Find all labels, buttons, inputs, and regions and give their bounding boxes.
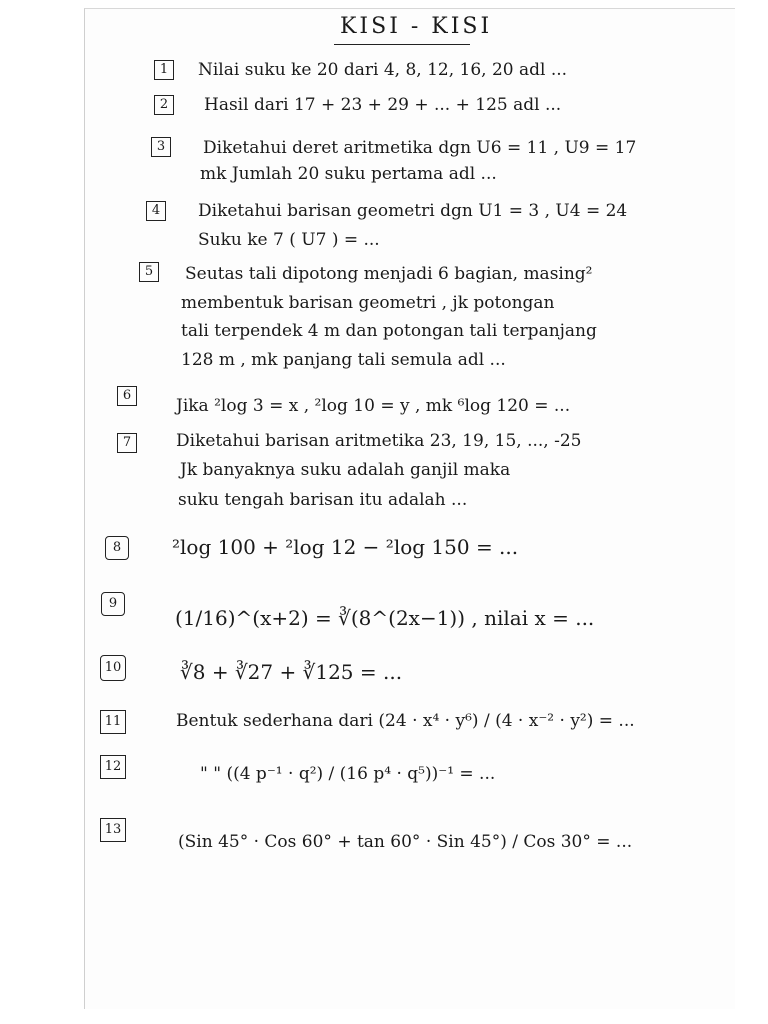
question-text: Diketahui barisan aritmetika 23, 19, 15, ..., -25 <box>176 431 582 451</box>
question-text: Diketahui barisan geometri dgn U1 = 3 , U4 = 24 <box>198 201 628 221</box>
question-text: Suku ke 7 ( U7 ) = ... <box>198 230 380 250</box>
question-text: Nilai suku ke 20 dari 4, 8, 12, 16, 20 adl ... <box>198 60 568 80</box>
question-text: ∛8 + ∛27 + ∛125 = ... <box>180 660 403 684</box>
question-text: suku tengah barisan itu adalah ... <box>178 490 468 510</box>
question-number: 3 <box>151 137 171 157</box>
question-text: (1/16)^(x+2) = ∛(8^(2x−1)) , nilai x = ... <box>175 606 595 630</box>
question-text: mk Jumlah 20 suku pertama adl ... <box>200 164 497 184</box>
question-number: 4 <box>146 201 166 221</box>
question-number: 10 <box>100 655 126 681</box>
question-text: Seutas tali dipotong menjadi 6 bagian, masing² <box>185 264 593 284</box>
question-text: Diketahui deret aritmetika dgn U6 = 11 , U9 = 17 <box>203 138 637 158</box>
question-number: 13 <box>100 818 126 842</box>
question-text: ²log 100 + ²log 12 − ²log 150 = ... <box>172 535 519 559</box>
question-text: " " ((4 p⁻¹ · q²) / (16 p⁴ · q⁵))⁻¹ = ... <box>200 764 496 784</box>
question-text: 128 m , mk panjang tali semula adl ... <box>181 350 506 370</box>
question-number: 12 <box>100 755 126 779</box>
question-number: 2 <box>154 95 174 115</box>
page-title: KISI - KISI <box>340 14 493 39</box>
title-underline <box>334 44 470 45</box>
question-text: tali terpendek 4 m dan potongan tali terpanjang <box>181 321 597 341</box>
question-text: (Sin 45° · Cos 60° + tan 60° · Sin 45°) / Cos 30° = ... <box>178 832 633 852</box>
question-text: membentuk barisan geometri , jk potongan <box>181 293 555 313</box>
question-number: 7 <box>117 433 137 453</box>
question-number: 6 <box>117 386 137 406</box>
question-text: Jk banyaknya suku adalah ganjil maka <box>180 460 511 480</box>
question-number: 9 <box>101 592 125 616</box>
question-number: 11 <box>100 710 126 734</box>
question-text: Bentuk sederhana dari (24 · x⁴ · y⁶) / (4 · x⁻² · y²) = ... <box>176 711 635 731</box>
question-number: 1 <box>154 60 174 80</box>
question-number: 8 <box>105 536 129 560</box>
question-text: Hasil dari 17 + 23 + 29 + ... + 125 adl ... <box>204 95 562 115</box>
question-number: 5 <box>139 262 159 282</box>
question-text: Jika ²log 3 = x , ²log 10 = y , mk ⁶log 120 = ... <box>176 396 571 416</box>
